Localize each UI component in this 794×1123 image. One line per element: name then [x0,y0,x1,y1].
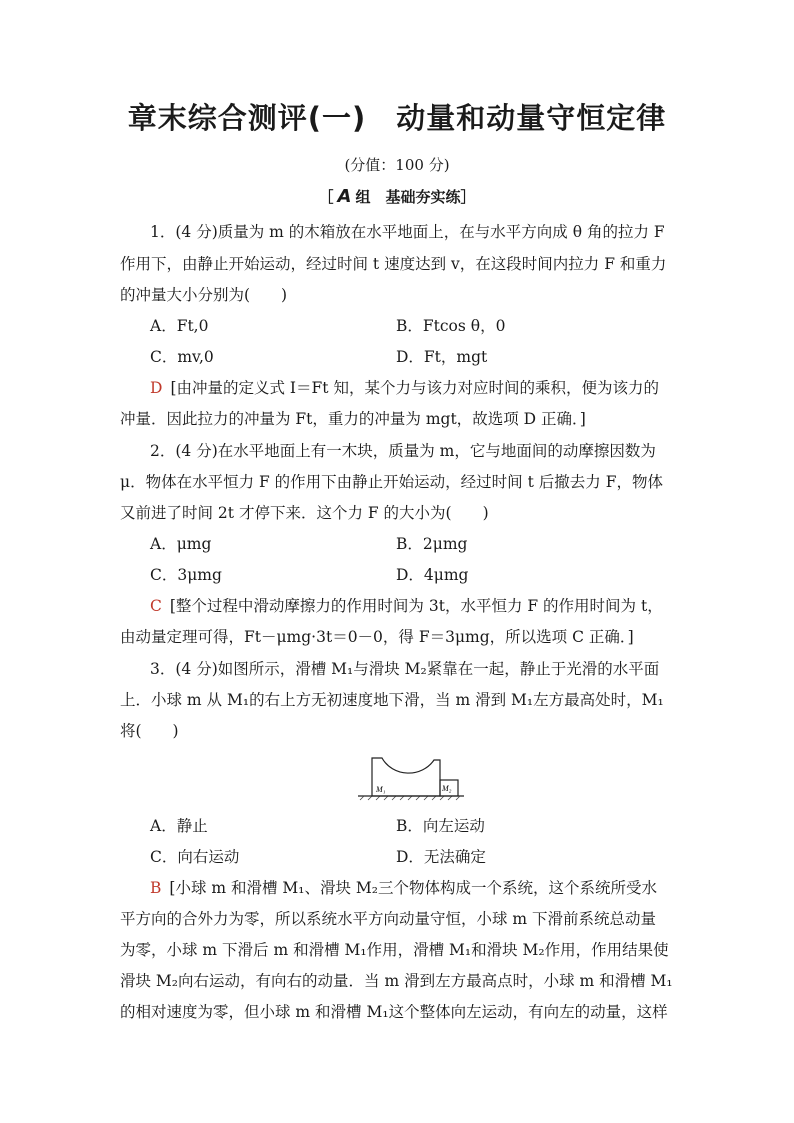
q1-explanation-1 [150,378,710,398]
q3-explanation-5: 的相对速度为零，但小球 m 和滑槽 M₁这个整体向左运动，有向左的动量，这样 [120,1003,668,1021]
q1-option-d: D．Ft，mgt [396,348,488,366]
q2-option-c: C．3μmg [150,566,222,584]
q3-explanation-3: 为零，小球 m 下滑后 m 和滑槽 M₁作用，滑槽 M₁和滑块 M₂作用，作用结果使 [120,941,669,959]
q2-option-b: B．2μmg [396,535,468,553]
q3-explanation-1 [150,878,710,898]
q2-line-1: 2．(4 分)在水平地面上有一木块，质量为 m，它与地面间的动摩擦因数为 [150,442,656,460]
q3-explanation-text: [小球 m 和滑槽 M₁、滑块 M₂三个物体构成一个系统，这个系统所受水 [169,879,658,897]
q1-line-3: 的冲量大小分别为( ) [120,286,288,304]
section-heading [0,186,794,207]
q2-line-3: 又前进了时间 2t 才停下来．这个力 F 的大小为( ) [120,504,489,522]
q2-answer: C [150,597,162,615]
q1-option-b: B．Ftcos θ，0 [396,317,506,335]
q1-answer: D [150,379,163,397]
q2-explanation-text: [整个过程中滑动摩擦力的作用时间为 3t，水平恒力 F 的作用时间为 t， [169,597,663,615]
q1-line-2: 作用下，由静止开始运动，经过时间 t 速度达到 v，在这段时间内拉力 F 和重力 [120,255,667,273]
q3-line-1: 3．(4 分)如图所示，滑槽 M₁与滑块 M₂紧靠在一起，静止于光滑的水平面 [150,660,660,678]
group-label: 组 基础夯实练 [355,188,461,206]
q3-option-a: A．静止 [150,817,208,835]
q3-option-d: D．无法确定 [396,848,486,866]
score-note: (分值：100 分) [344,156,450,174]
q3-explanation-2: 平方向的合外力为零，所以系统水平方向动量守恒，小球 m 下滑前系统总动量 [120,910,657,928]
q1-explanation-2: 冲量．因此拉力的冲量为 Ft，重力的冲量为 mgt，故选项 D 正确．] [120,410,586,428]
q3-explanation-4: 滑块 M₂向右运动，有向右的动量．当 m 滑到左方最高点时，小球 m 和滑槽 M₁ [120,972,673,990]
q2-explanation-2: 由动量定理可得，Ft－μmg·3t＝0－0，得 F＝3μmg，所以选项 C 正确．] [120,628,634,646]
trough-block-figure [356,752,466,802]
q1-option-a: A．Ft,0 [150,317,209,335]
q3-line-2: 上．小球 m 从 M₁的右上方无初速度地下滑，当 m 滑到 M₁左方最高处时，M₁ [120,691,664,709]
bracket-left: ［ [318,188,334,206]
label-m2: M₂ [442,784,452,793]
q2-line-2: μ．物体在水平恒力 F 的作用下由静止开始运动，经过时间 t 后撤去力 F，物体 [120,473,663,491]
label-m1: M₁ [376,785,386,794]
q1-explanation-text: [由冲量的定义式 I＝Ft 知，某个力与该力对应时间的乘积，便为该力的 [170,379,659,397]
group-letter: A [337,186,352,207]
page-title: 章末综合测评(一) 动量和动量守恒定律 [127,101,667,135]
q3-line-3: 将( ) [120,722,179,740]
q1-line-1: 1．(4 分)质量为 m 的木箱放在水平地面上，在与水平方向成 θ 角的拉力 F [150,223,665,241]
q2-explanation-1 [150,596,710,616]
q1-option-c: C．mv,0 [150,348,214,366]
q2-option-d: D．4μmg [396,566,469,584]
q3-option-b: B．向左运动 [396,817,485,835]
q3-option-c: C．向右运动 [150,848,240,866]
bracket-right: ］ [460,188,476,206]
q2-option-a: A．μmg [150,535,212,553]
q3-answer: B [150,879,162,897]
